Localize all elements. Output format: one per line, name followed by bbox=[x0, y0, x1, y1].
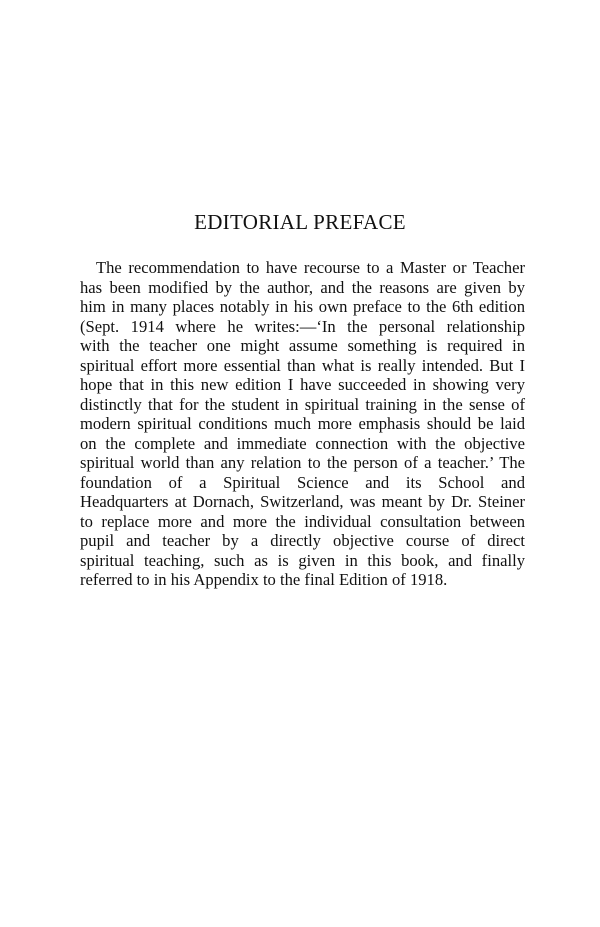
paragraph-line: with the teacher one might assume something is required in bbox=[80, 336, 525, 355]
paragraph-line: pupil and teacher by a directly objective course of direct bbox=[80, 531, 525, 550]
paragraph-line: foundation of a Spiritual Science and its School and bbox=[80, 472, 525, 492]
paragraph-line: spiritual teaching, such as is given in this book, and finally bbox=[80, 550, 525, 570]
paragraph-line: modern spiritual conditions much more emphasis should be laid bbox=[80, 414, 525, 433]
paragraph-line: has been modified by the author, and the reasons are given by bbox=[80, 277, 525, 297]
paragraph-line: referred to in his Appendix to the final Edition of 1918. bbox=[80, 570, 448, 589]
paragraph-line: him in many places notably in his own preface to the 6th edition bbox=[80, 297, 525, 316]
paragraph-line: (Sept. 1914 where he writes:—‘In the personal relationship bbox=[80, 316, 525, 336]
paragraph-line: on the complete and immediate connection with the objective bbox=[80, 433, 525, 453]
paragraph-line: spiritual effort more essential than what is really intended. But I bbox=[80, 355, 525, 375]
paragraph-line: hope that in this new edition I have succeeded in showing very bbox=[80, 375, 525, 394]
paragraph-line: Headquarters at Dornach, Switzerland, was meant by Dr. Steiner bbox=[80, 492, 525, 511]
paragraph-line: The recommendation to have recourse to a Master or Teacher bbox=[96, 258, 525, 277]
paragraph-line: spiritual world than any relation to the person of a teacher.’ The bbox=[80, 453, 525, 472]
paragraph-line: to replace more and more the individual consultation between bbox=[80, 511, 525, 531]
preface-paragraph bbox=[80, 258, 525, 590]
page-title: EDITORIAL PREFACE bbox=[194, 210, 406, 234]
paragraph-line: distinctly that for the student in spiritual training in the sense of bbox=[80, 394, 525, 414]
